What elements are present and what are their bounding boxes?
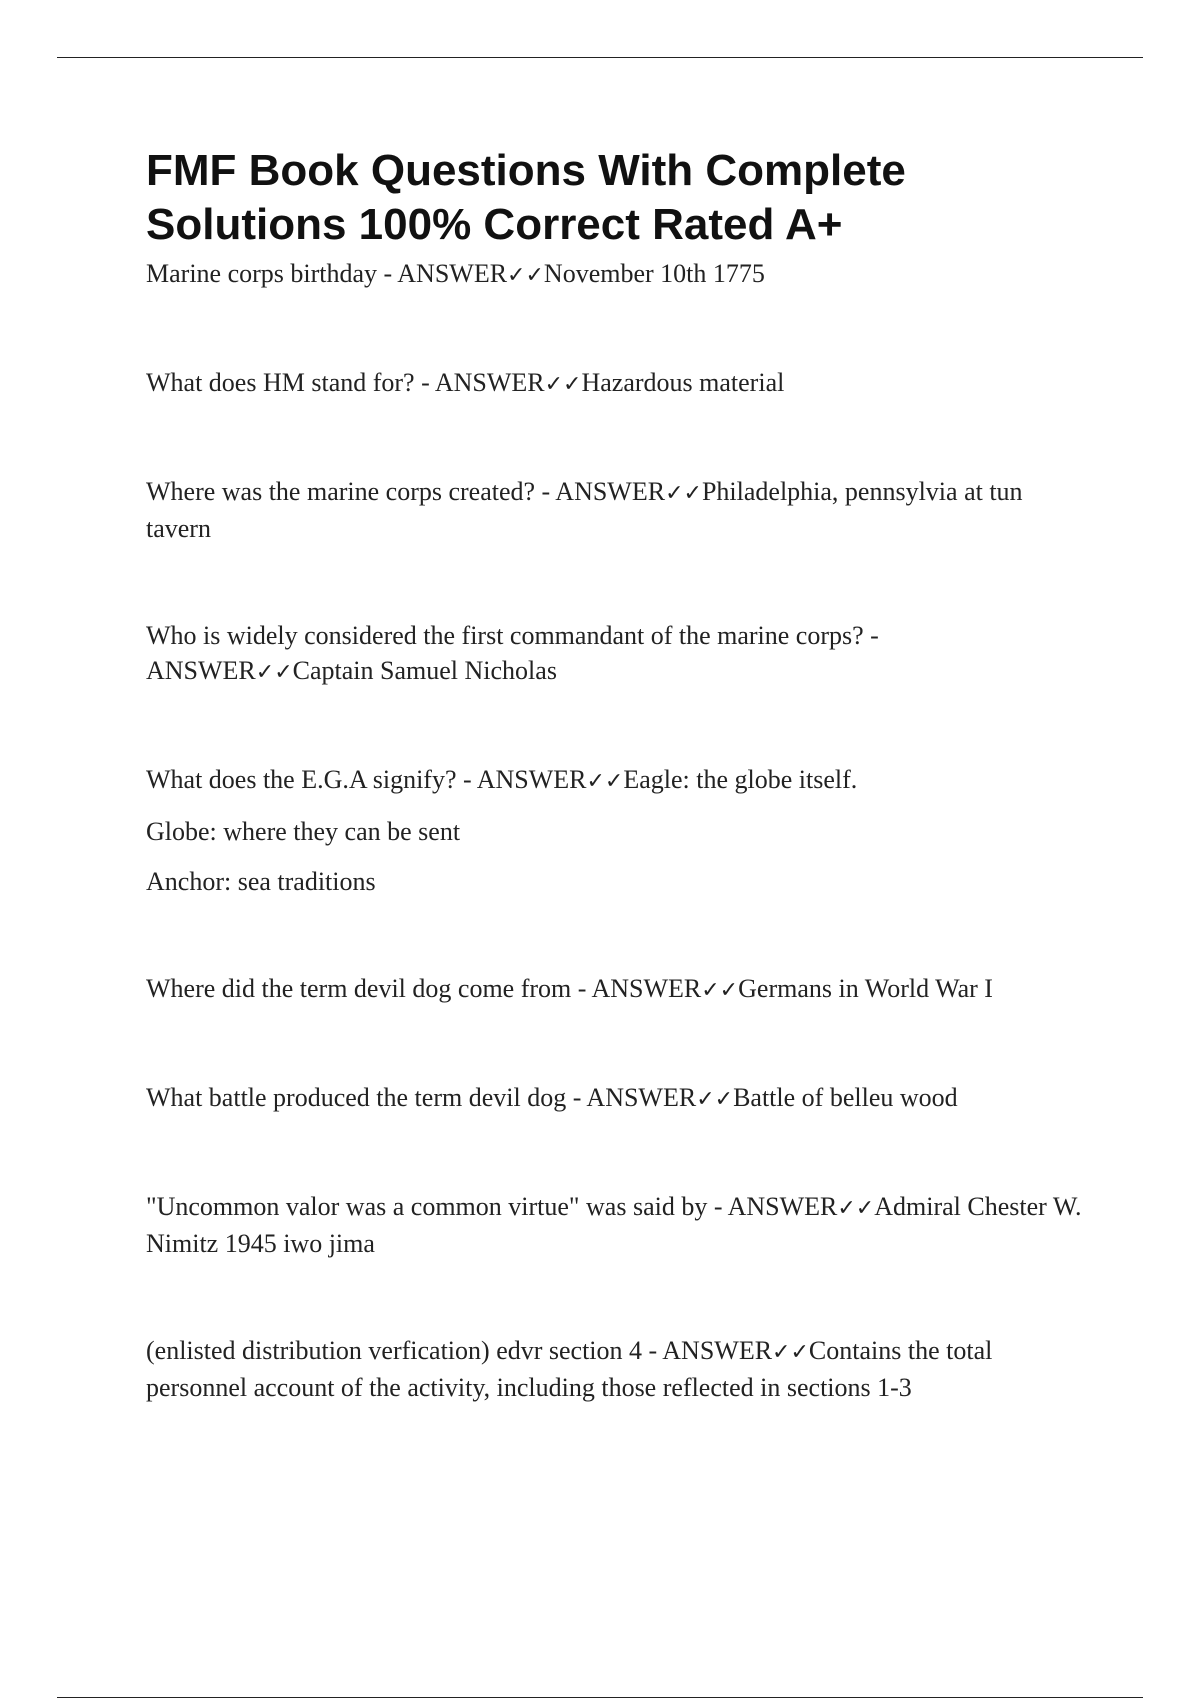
checkmark-icon: ✓✓ — [696, 1087, 734, 1112]
answer-text: Admiral Chester W. Nimitz 1945 iwo jima — [146, 1192, 1082, 1258]
answer-continuation: Anchor: sea traditions — [146, 867, 376, 896]
question-text: What battle produced the term devil dog - — [146, 1083, 587, 1112]
answer-continuation: Globe: where they can be sent — [146, 817, 461, 846]
checkmark-icon: ✓✓ — [586, 769, 624, 794]
qa-item — [146, 1333, 1086, 1405]
answer-marker: ANSWER — [662, 1336, 773, 1365]
document-body — [146, 144, 1086, 1405]
qa-item — [146, 971, 1086, 1008]
question-text: (enlisted distribution verfication) edvr section 4 - — [146, 1336, 663, 1365]
qa-item — [146, 365, 1086, 402]
qa-item — [146, 256, 1086, 293]
answer-text: Germans in World War I — [738, 974, 993, 1003]
checkmark-icon: ✓✓ — [772, 1340, 809, 1365]
answer-marker: ANSWER — [555, 477, 666, 506]
question-text: What does HM stand for? - — [146, 368, 435, 397]
qa-item — [146, 1189, 1086, 1261]
answer-text: Battle of belleu wood — [733, 1083, 958, 1112]
answer-marker: ANSWER — [586, 1083, 697, 1112]
checkmark-icon: ✓✓ — [544, 372, 582, 397]
answer-text: Captain Samuel Nicholas — [292, 656, 557, 685]
question-text: Who is widely considered the first commandant of the marine corps? - — [146, 621, 879, 650]
answer-marker: ANSWER — [397, 259, 508, 288]
question-text: Where was the marine corps created? - — [146, 477, 556, 506]
checkmark-icon: ✓✓ — [665, 481, 702, 506]
question-text: Marine corps birthday - — [146, 259, 398, 288]
checkmark-icon: ✓✓ — [837, 1196, 875, 1221]
top-rule — [57, 57, 1143, 58]
answer-marker: ANSWER — [146, 656, 256, 685]
title-line-1: FMF Book Questions With Complete — [146, 146, 906, 195]
answer-marker: ANSWER — [727, 1192, 838, 1221]
checkmark-icon: ✓✓ — [701, 978, 739, 1003]
question-text: Where did the term devil dog come from - — [146, 974, 592, 1003]
bottom-rule — [57, 1697, 1143, 1698]
qa-item — [146, 618, 1086, 690]
qa-item — [146, 762, 1086, 899]
qa-line — [146, 762, 1086, 799]
answer-text: Contains the total personnel account of the activity, including those reflected in sections 1-3 — [146, 1336, 993, 1402]
question-text: "Uncommon valor was a common virtue" was said by - — [146, 1192, 728, 1221]
answer-text: November 10th 1775 — [543, 259, 765, 288]
title-line-2: Solutions 100% Correct Rated A+ — [146, 200, 843, 249]
answer-marker: ANSWER — [591, 974, 702, 1003]
answer-marker: ANSWER — [434, 368, 545, 397]
qa-item — [146, 1080, 1086, 1117]
answer-marker: ANSWER — [476, 765, 587, 794]
checkmark-icon: ✓✓ — [255, 660, 293, 685]
question-text: What does the E.G.A signify? - — [146, 765, 477, 794]
answer-text: Hazardous material — [581, 368, 785, 397]
answer-text: Philadelphia, pennsylvia at tun tavern — [146, 477, 1023, 543]
checkmark-icon: ✓✓ — [507, 263, 544, 288]
document-title — [146, 144, 1086, 252]
answer-text: Eagle: the globe itself. — [623, 765, 858, 794]
qa-item — [146, 474, 1086, 546]
